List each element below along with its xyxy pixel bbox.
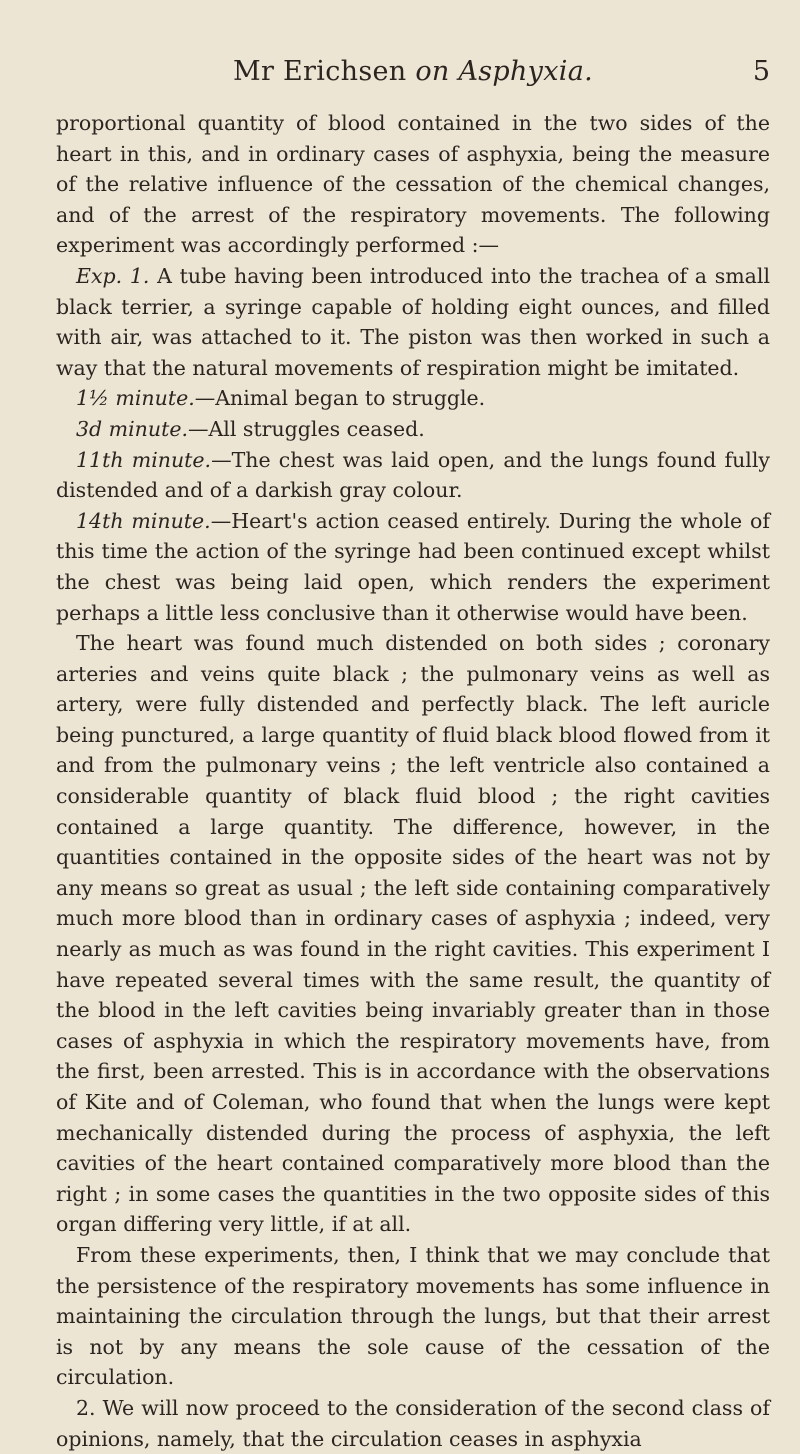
running-title-author: Mr Erichsen	[233, 56, 416, 87]
running-title-subject: on Asphyxia.	[415, 56, 593, 87]
observation-2-text: —All struggles ceased.	[187, 416, 425, 441]
observation-4-text: —Heart's action ceased entirely. During the whole of this time the action of the syringe had been continued except whilst the chest was being laid open, which renders the experiment perhaps a little less conclusive than it otherwise would have been.	[56, 508, 770, 625]
observation-3-text: —The chest was laid open, and the lungs found fully distended and of a darkish gray colour.	[56, 447, 770, 503]
paragraph-heart-findings: The heart was found much distended on both sides ; coronary arteries and veins quite black ; the pulmonary veins as well as artery, were fully distended and perfectly black. The left auricle being punctured, a large quantity of fluid black blood flowed from it and from the pulmonary veins ; the left ventricle also contained a considerable quantity of black fluid blood ; the right cavities contained a large quantity. The difference, however, in the quantities contained in the opposite sides of the heart was not by any means so great as usual ; the left side containing comparatively much more blood than in ordinary cases of asphyxia ; indeed, very nearly as much as was found in the right cavities. This experiment I have repeated several times with the same result, the quantity of the blood in the left cavities being invariably greater than in those cases of asphyxia in which the respiratory movements have, from the first, been arrested. This is in accordance with the observations of Kite and of Coleman, who found that when the lungs were kept mechanically distended during the process of asphyxia, the left cavities of the heart contained comparatively more blood than the right ; in some cases the quantities in the two opposite sides of this organ differing very little, if at all.	[56, 631, 770, 1237]
observation-4	[56, 506, 770, 628]
observation-1-time: 1½ minute.	[76, 386, 195, 411]
observation-4-time: 14th minute.	[76, 508, 211, 533]
observation-1-text: —Animal began to struggle.	[194, 386, 486, 411]
paragraph-second-class: 2. We will now proceed to the consideration of the second class of opinions, namely, that the circulation ceases in asphyxia	[56, 1395, 770, 1451]
observation-2	[56, 414, 770, 445]
body-text	[56, 108, 770, 1454]
paragraph-conclusion: From these experiments, then, I think that we may conclude that the persistence of the respiratory movements has some influence in maintaining the circulation through the lungs, but that their arrest is not by any means the sole cause of the cessation of the circulation.	[56, 1242, 770, 1390]
observation-1	[56, 383, 770, 414]
observation-3	[56, 445, 770, 506]
running-head	[56, 56, 770, 96]
observation-2-time: 3d minute.	[76, 416, 188, 441]
observation-3-time: 11th minute.	[76, 447, 212, 472]
experiment-paragraph	[56, 261, 770, 383]
paragraph-1: proportional quantity of blood contained in the two sides of the heart in this, and in ordinary cases of asphyxia, being the measure of the relative influence of the cessation of the chemical changes, and of the arrest of the respiratory movements. The following experiment was accordingly performed :—	[56, 111, 770, 258]
running-title	[56, 56, 770, 87]
experiment-label: Exp. 1.	[76, 263, 150, 288]
page-number: 5	[752, 56, 770, 87]
experiment-text: A tube having been introduced into the trachea of a small black terrier, a syringe capable of holding eight ounces, and filled with air, was attached to it. The piston was then worked in such a way that the natural movements of respiration might be imitated.	[56, 263, 770, 380]
